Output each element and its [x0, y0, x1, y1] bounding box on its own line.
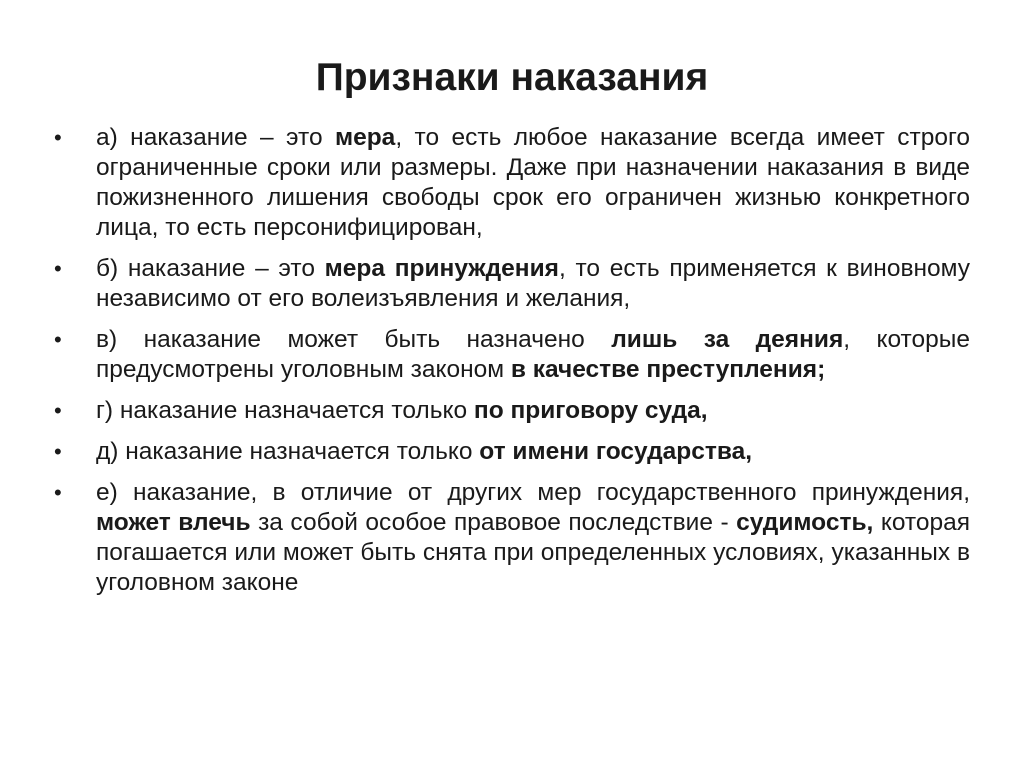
- bullet-item-a: [52, 123, 970, 243]
- bold-term: от имени государства,: [479, 438, 753, 465]
- text-run: в) наказание может быть назначено: [96, 326, 612, 353]
- bullet-item-g: [52, 396, 970, 426]
- bullet-list: [52, 123, 970, 609]
- bold-term: может влечь: [96, 509, 251, 536]
- bold-term: по приговору суда,: [473, 397, 708, 424]
- bullet-text: [96, 479, 970, 596]
- bullet-dot-icon: •: [54, 327, 62, 352]
- bullet-dot-icon: •: [54, 398, 62, 423]
- bullet-item-e: [52, 478, 970, 598]
- bullet-text: [96, 438, 752, 465]
- bold-term: мера: [334, 124, 396, 151]
- bullet-item-d: [52, 437, 970, 467]
- text-run: г) наказание назначается только: [96, 397, 474, 424]
- text-run: а) наказание – это: [96, 124, 335, 151]
- text-run: е) наказание, в отличие от других мер государственного принуждения,: [96, 479, 970, 506]
- bullet-item-b: [52, 254, 970, 314]
- bullet-text: [96, 397, 708, 424]
- text-run: , то есть применяется к виновному независимо от его волеизъявления и желания,: [96, 255, 970, 312]
- text-run: , которые предусмотрены уголовным законом: [96, 326, 970, 383]
- bold-term: судимость,: [736, 509, 874, 536]
- bullet-dot-icon: •: [54, 125, 62, 150]
- slide-title: Признаки наказания: [315, 56, 709, 100]
- bold-term: мера принуждения: [324, 255, 559, 282]
- bullet-dot-icon: •: [54, 480, 62, 505]
- bold-term: лишь за деяния: [611, 326, 844, 353]
- bold-term: в качестве преступления;: [510, 356, 826, 383]
- bullet-text: [96, 255, 970, 312]
- text-run: д) наказание назначается только: [96, 438, 480, 465]
- bullet-text: [96, 124, 970, 241]
- text-run: которая погашается или может быть снята при определенных условиях, указанных в уголовном законе: [96, 509, 970, 596]
- text-run: за собой особое правовое последствие -: [250, 509, 737, 536]
- bullet-text: [96, 326, 970, 383]
- text-run: , то есть любое наказание всегда имеет строго ограниченные сроки или размеры. Даже при назначении наказания в виде пожизненного лишения свободы срок его ограничен жизнью конкретного лица, то есть персонифицирован,: [96, 124, 970, 241]
- bullet-dot-icon: •: [54, 256, 62, 281]
- bullet-dot-icon: •: [54, 439, 62, 464]
- bullet-item-v: [52, 325, 970, 385]
- text-run: б) наказание – это: [96, 255, 325, 282]
